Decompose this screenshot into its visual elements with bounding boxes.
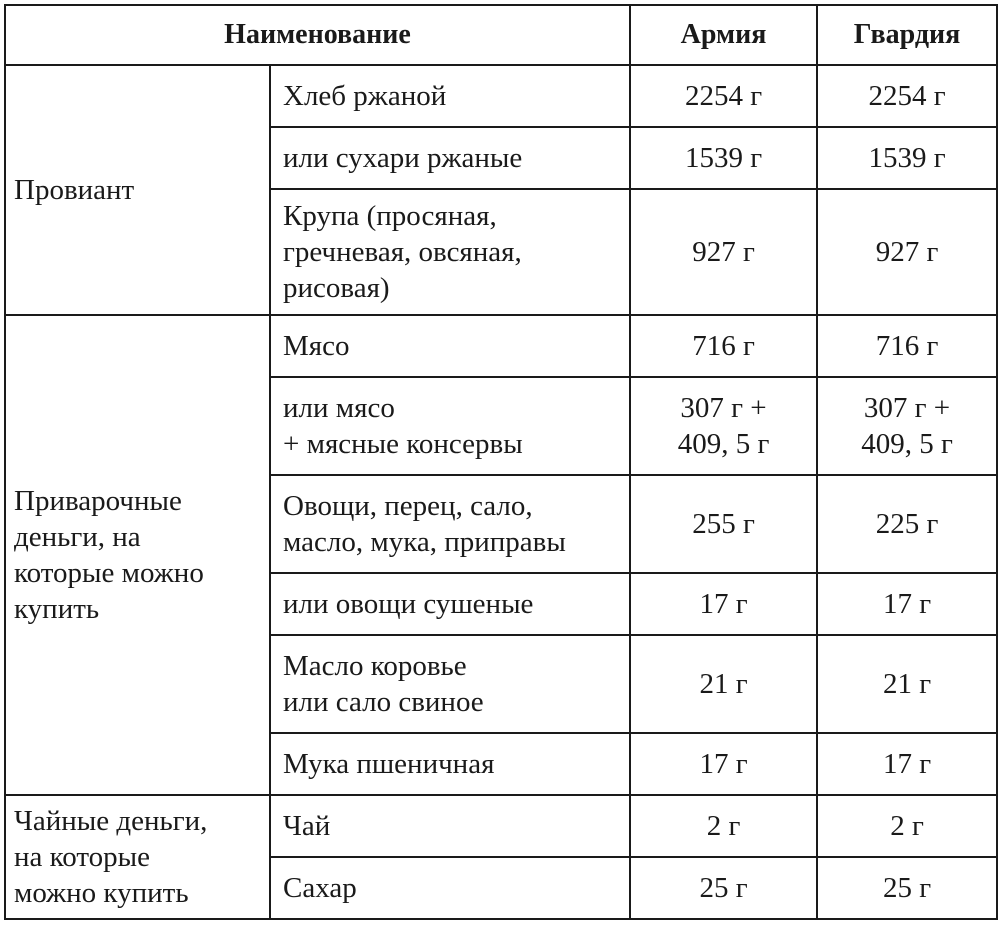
army-value: 25 г bbox=[630, 857, 817, 919]
item-cell: или сухари ржаные bbox=[270, 127, 630, 189]
table-row bbox=[5, 795, 997, 857]
header-guard: Гвардия bbox=[817, 5, 997, 65]
army-value: 1539 г bbox=[630, 127, 817, 189]
category-cell: Приварочные деньги, на которые можно купить bbox=[5, 315, 270, 795]
army-value: 17 г bbox=[630, 733, 817, 795]
item-cell: Масло коровье или сало свиное bbox=[270, 635, 630, 733]
category-cell: Чайные деньги, на которые можно купить bbox=[5, 795, 270, 919]
army-value: 2254 г bbox=[630, 65, 817, 127]
guard-value: 17 г bbox=[817, 573, 997, 635]
ration-table bbox=[4, 4, 998, 920]
ration-table-container bbox=[4, 4, 998, 920]
guard-value: 225 г bbox=[817, 475, 997, 573]
header-army: Армия bbox=[630, 5, 817, 65]
army-value: 17 г bbox=[630, 573, 817, 635]
item-cell: Овощи, перец, сало, масло, мука, приправы bbox=[270, 475, 630, 573]
guard-value: 2 г bbox=[817, 795, 997, 857]
item-cell: Мясо bbox=[270, 315, 630, 377]
table-row bbox=[5, 65, 997, 127]
guard-value: 927 г bbox=[817, 189, 997, 315]
header-row bbox=[5, 5, 997, 65]
item-cell: Чай bbox=[270, 795, 630, 857]
guard-value: 21 г bbox=[817, 635, 997, 733]
army-value: 927 г bbox=[630, 189, 817, 315]
army-value: 2 г bbox=[630, 795, 817, 857]
guard-value: 716 г bbox=[817, 315, 997, 377]
item-cell: Крупа (просяная, гречневая, овсяная, рисовая) bbox=[270, 189, 630, 315]
army-value: 21 г bbox=[630, 635, 817, 733]
header-name: Наименование bbox=[5, 5, 630, 65]
army-value: 255 г bbox=[630, 475, 817, 573]
army-value: 716 г bbox=[630, 315, 817, 377]
guard-value: 17 г bbox=[817, 733, 997, 795]
item-cell: или овощи сушеные bbox=[270, 573, 630, 635]
table-row bbox=[5, 315, 997, 377]
guard-value: 2254 г bbox=[817, 65, 997, 127]
guard-value: 1539 г bbox=[817, 127, 997, 189]
category-cell: Провиант bbox=[5, 65, 270, 315]
item-cell: Мука пшеничная bbox=[270, 733, 630, 795]
item-cell: или мясо + мясные консервы bbox=[270, 377, 630, 475]
item-cell: Сахар bbox=[270, 857, 630, 919]
guard-value: 307 г + 409, 5 г bbox=[817, 377, 997, 475]
item-cell: Хлеб ржаной bbox=[270, 65, 630, 127]
guard-value: 25 г bbox=[817, 857, 997, 919]
army-value: 307 г + 409, 5 г bbox=[630, 377, 817, 475]
